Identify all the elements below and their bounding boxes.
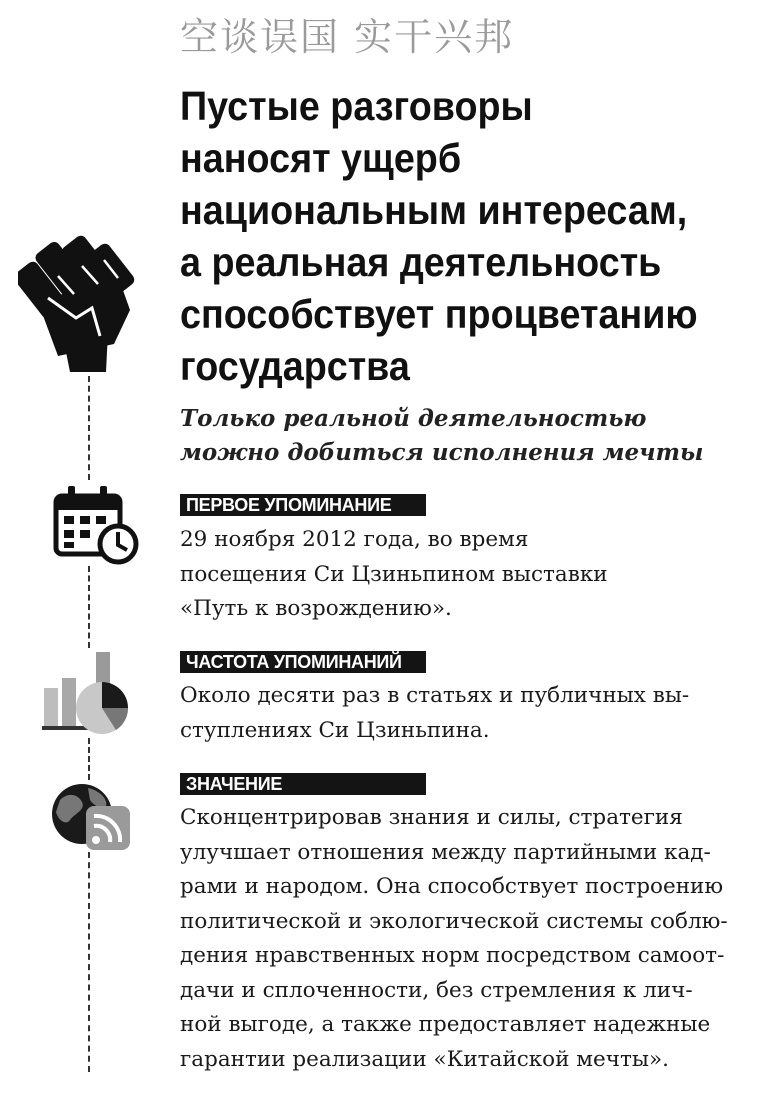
- subtitle-line: можно добиться исполнения мечты: [180, 439, 704, 466]
- body-line: политической и экологической системы соблю-: [180, 908, 728, 934]
- headline-line: наносят ущерб: [180, 135, 462, 181]
- headline-line: государства: [180, 343, 410, 389]
- subtitle: [180, 402, 703, 470]
- body-line: дения нравственных норм посредством самоот-: [180, 943, 725, 968]
- section-label-frequency: ЧАСТОТА УПОМИНАНИЙ: [180, 651, 426, 673]
- body-line: ной выгоде, а также предоставляет надежные: [180, 1012, 711, 1037]
- body-line: 29 ноября 2012 года, во время: [180, 527, 529, 552]
- bar-pie-chart-icon: [40, 650, 132, 738]
- globe-rss-icon: [48, 780, 132, 854]
- body-line: Около десяти раз в статьях и публичных вы-: [180, 683, 690, 708]
- body-line: посещения Си Цзиньпином выставки: [180, 561, 608, 587]
- section-body-meaning: [180, 801, 765, 1077]
- body-line: гарантии реализации «Китайской мечты».: [180, 1046, 669, 1072]
- body-line: дачи и сплоченности, без стремления к лич-: [180, 977, 693, 1003]
- timeline-dashes: [88, 376, 90, 480]
- calendar-clock-icon: [50, 484, 142, 566]
- headline-line: а реальная деятельность: [180, 239, 662, 285]
- chinese-slogan: 空谈误国 实干兴邦: [180, 15, 515, 59]
- headline-line: национальным интересам,: [180, 187, 688, 233]
- headline-line: способствует процветанию: [180, 291, 698, 337]
- headline-line: Пустые разговоры: [180, 83, 533, 129]
- body-line: рами и народом. Она способствует построению: [180, 874, 724, 899]
- timeline-dashes: [88, 852, 90, 1072]
- raised-fist-icon: [18, 232, 140, 372]
- section-body-frequency: [180, 679, 765, 748]
- headline: [180, 80, 723, 392]
- body-line: «Путь к возрождению».: [180, 596, 452, 621]
- section-body-first-mention: [180, 523, 765, 627]
- body-line: ступлениях Си Цзиньпина.: [180, 717, 490, 743]
- body-line: улучшает отношения между партийными кад-: [180, 839, 711, 865]
- section-label-meaning: ЗНАЧЕНИЕ: [180, 773, 426, 795]
- timeline-dashes: [88, 738, 90, 780]
- body-line: Сконцентрировав знания и силы, стратегия: [180, 805, 683, 830]
- subtitle-line: Только реальной деятельностью: [180, 405, 647, 432]
- section-label-first-mention: ПЕРВОЕ УПОМИНАНИЕ: [180, 494, 426, 516]
- timeline-dashes: [88, 566, 90, 648]
